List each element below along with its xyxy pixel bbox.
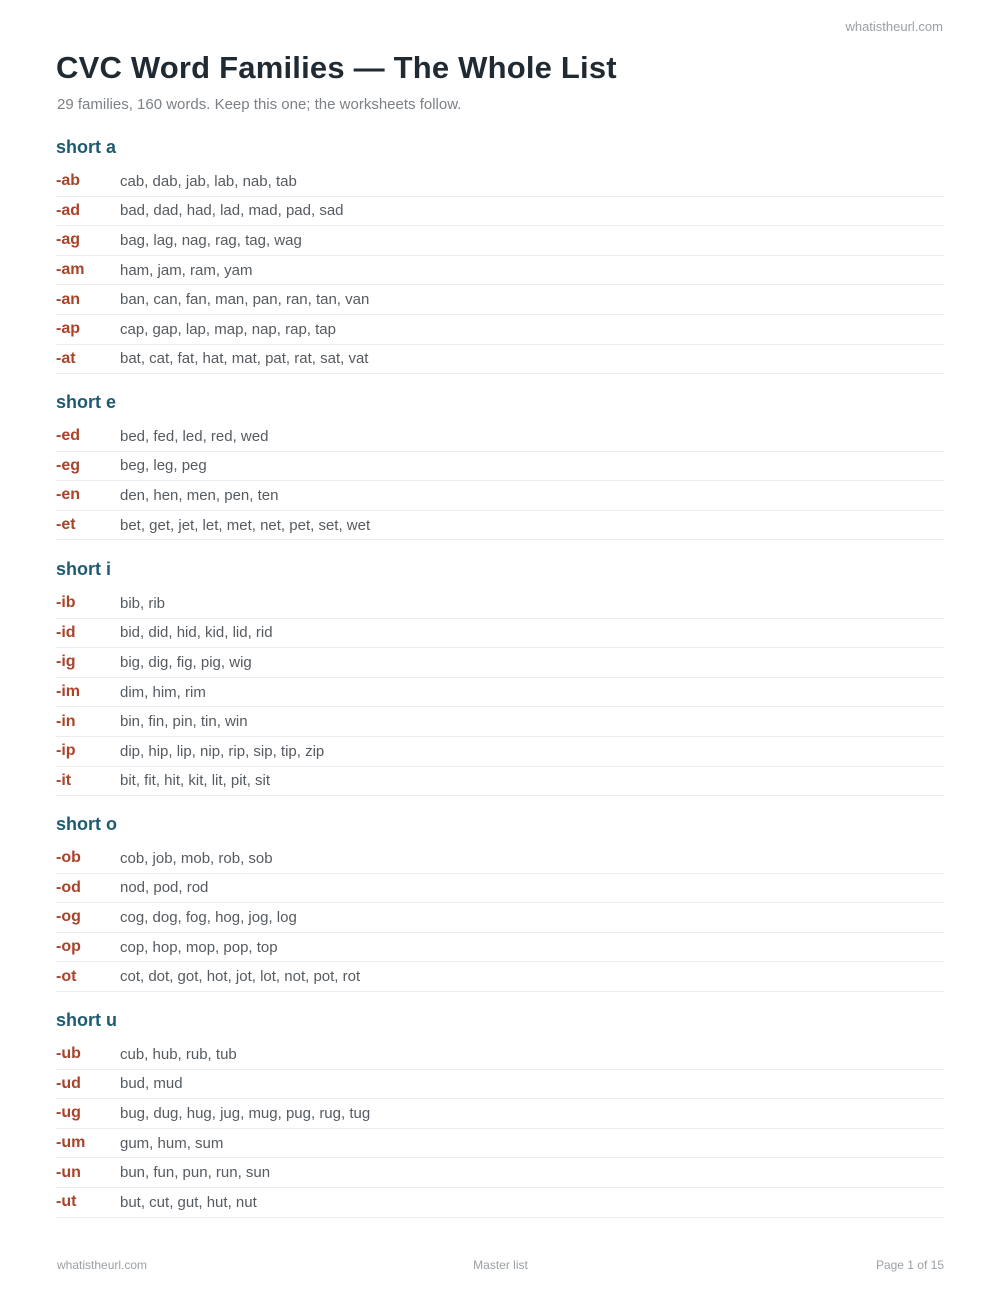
footer-site-url: whatistheurl.com: [57, 1258, 148, 1272]
family-ending: -am: [56, 261, 85, 279]
family-ending: -eg: [56, 456, 80, 474]
family-ending: -ed: [56, 427, 80, 445]
group-heading: short u: [56, 1010, 117, 1030]
family-row: [56, 844, 944, 874]
family-row: [56, 707, 944, 737]
family-row: [56, 285, 944, 315]
family-row: [56, 1099, 944, 1129]
family-words: den, hen, men, pen, ten: [120, 486, 279, 504]
family-row: [56, 619, 944, 649]
family-words: bud, mud: [120, 1075, 183, 1093]
family-words: bug, dug, hug, jug, mug, pug, rug, tug: [120, 1104, 371, 1122]
family-row: [56, 933, 944, 963]
family-words: bag, lag, nag, rag, tag, wag: [120, 231, 302, 249]
family-row: [56, 481, 944, 511]
family-row: [56, 256, 944, 286]
group-heading: short e: [56, 392, 117, 412]
family-words: bat, cat, fat, hat, mat, pat, rat, sat, vat: [120, 350, 369, 368]
group-heading: short i: [56, 559, 112, 579]
family-words: bin, fin, pin, tin, win: [120, 713, 248, 731]
family-ending: -um: [56, 1134, 86, 1152]
family-ending: -en: [56, 486, 80, 504]
family-words: bad, dad, had, lad, mad, pad, sad: [120, 202, 344, 220]
family-row: [56, 737, 944, 767]
family-row: [56, 1040, 944, 1070]
family-words: bit, fit, hit, kit, lit, pit, sit: [120, 772, 271, 790]
family-ending: -ob: [56, 849, 81, 867]
family-row: [56, 197, 944, 227]
family-words: bid, did, hid, kid, lid, rid: [120, 624, 273, 642]
family-words: nod, pod, rod: [120, 879, 209, 897]
family-ending: -et: [56, 516, 76, 534]
family-row: [56, 1070, 944, 1100]
family-ending: -ub: [56, 1045, 81, 1063]
family-words: bed, fed, led, red, wed: [120, 427, 269, 445]
vowel-group-short-a: [56, 135, 944, 374]
family-ending: -ud: [56, 1074, 81, 1092]
family-ending: -in: [56, 712, 76, 730]
family-words: but, cut, gut, hut, nut: [120, 1193, 257, 1211]
family-row: [56, 678, 944, 708]
family-row: [56, 345, 944, 375]
family-words: cot, dot, got, hot, jot, lot, not, pot, rot: [120, 968, 361, 986]
family-ending: -un: [56, 1163, 81, 1181]
family-ending: -an: [56, 290, 80, 308]
footer-page-number: Page 1 of 15: [875, 1258, 944, 1272]
family-row: [56, 422, 944, 452]
family-ending: -og: [56, 908, 81, 926]
family-words: bet, get, jet, let, met, net, pet, set, wet: [120, 516, 371, 534]
family-words: bun, fun, pun, run, sun: [120, 1164, 271, 1182]
family-words: ban, can, fan, man, pan, ran, tan, van: [120, 291, 370, 309]
family-words: cob, job, mob, rob, sob: [120, 849, 273, 867]
family-ending: -op: [56, 938, 81, 956]
family-row: [56, 1158, 944, 1188]
header-site-url: whatistheurl.com: [845, 19, 943, 34]
vowel-group-short-e: [56, 390, 944, 540]
family-ending: -od: [56, 878, 81, 896]
family-ending: -ug: [56, 1104, 81, 1122]
family-row: [56, 452, 944, 482]
family-words: cab, dab, jab, lab, nab, tab: [120, 172, 297, 190]
family-ending: -ab: [56, 172, 80, 190]
footer-section-label: Master list: [473, 1258, 528, 1272]
family-row: [56, 511, 944, 541]
family-ending: -id: [56, 623, 76, 641]
family-words: gum, hum, sum: [120, 1134, 224, 1152]
family-row: [56, 962, 944, 992]
page-subtitle: 29 families, 160 words. Keep this one; the worksheets follow.: [57, 96, 462, 113]
family-ending: -ut: [56, 1193, 77, 1211]
family-words: bib, rib: [120, 594, 166, 612]
family-ending: -ip: [56, 742, 76, 760]
family-words: cap, gap, lap, map, nap, rap, tap: [120, 320, 336, 338]
family-words: beg, leg, peg: [120, 457, 207, 475]
group-heading: short a: [56, 137, 117, 157]
family-ending: -ot: [56, 967, 77, 985]
family-row: [56, 767, 944, 797]
family-row: [56, 226, 944, 256]
family-words: dip, hip, lip, nip, rip, sip, tip, zip: [120, 742, 325, 760]
family-row: [56, 1129, 944, 1159]
family-row: [56, 1188, 944, 1218]
vowel-group-short-u: [56, 1008, 944, 1218]
family-row: [56, 589, 944, 619]
family-words: cub, hub, rub, tub: [120, 1045, 237, 1063]
family-ending: -ad: [56, 201, 80, 219]
family-row: [56, 315, 944, 345]
vowel-group-short-i: [56, 557, 944, 796]
page-title: CVC Word Families — The Whole List: [56, 50, 617, 85]
family-words: cop, hop, mop, pop, top: [120, 938, 278, 956]
family-ending: -it: [56, 771, 72, 789]
family-words: dim, him, rim: [120, 683, 206, 701]
vowel-group-short-o: [56, 812, 944, 992]
family-words: big, dig, fig, pig, wig: [120, 653, 252, 671]
family-ending: -ig: [56, 653, 76, 671]
family-words: cog, dog, fog, hog, jog, log: [120, 908, 297, 926]
family-ending: -im: [56, 683, 80, 701]
family-ending: -ib: [56, 594, 76, 612]
family-row: [56, 167, 944, 197]
family-ending: -ag: [56, 231, 80, 249]
family-row: [56, 648, 944, 678]
family-row: [56, 874, 944, 904]
family-row: [56, 903, 944, 933]
family-ending: -ap: [56, 320, 80, 338]
group-heading: short o: [56, 814, 117, 834]
family-ending: -at: [56, 349, 76, 367]
family-words: ham, jam, ram, yam: [120, 261, 253, 279]
